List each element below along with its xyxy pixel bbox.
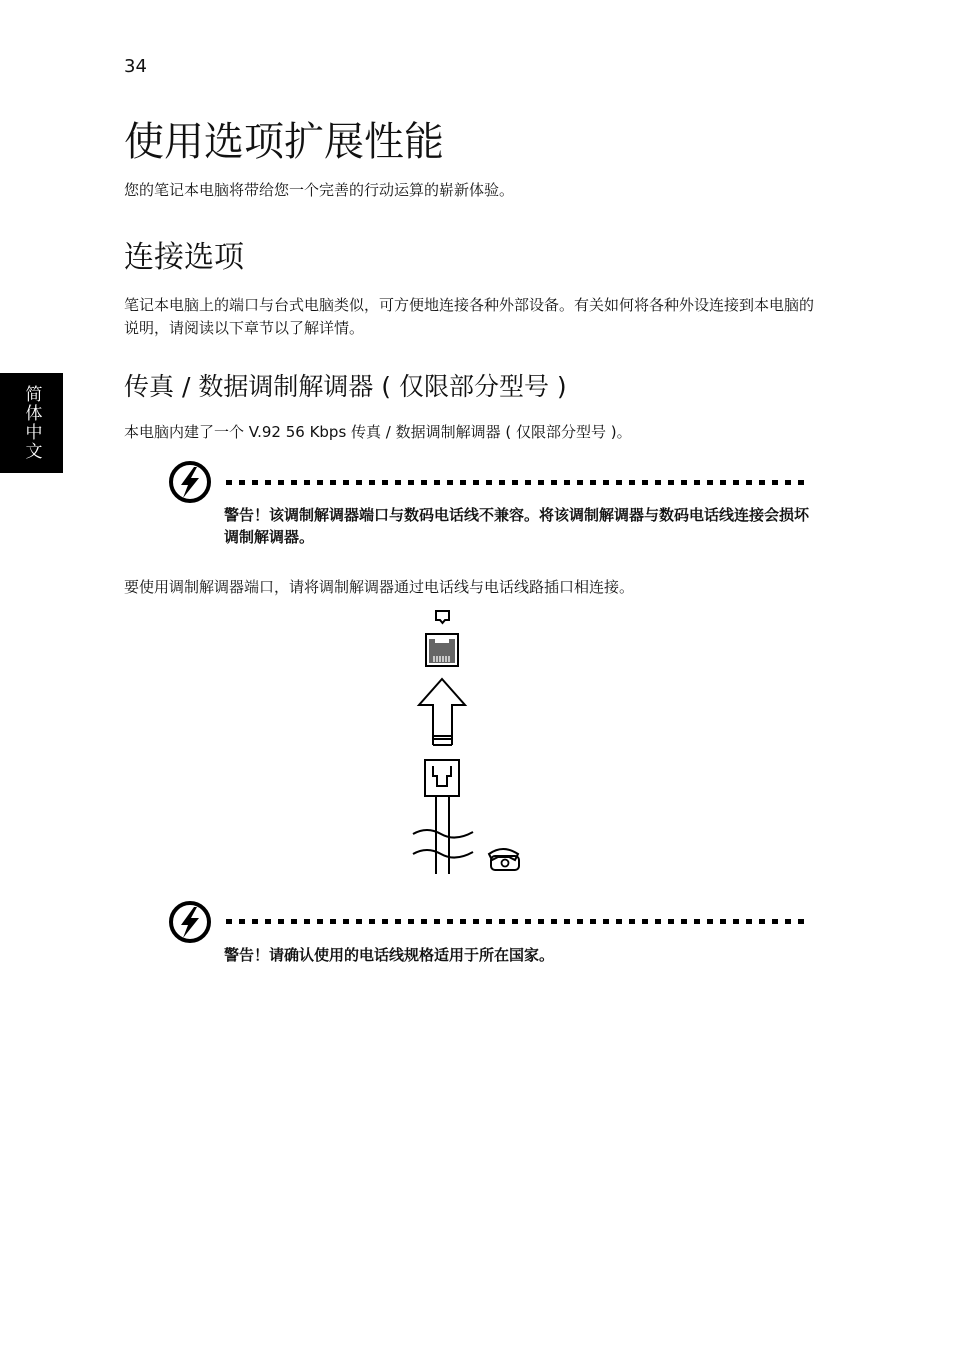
warning-divider <box>226 919 810 924</box>
section-title: 连接选项 <box>124 240 244 275</box>
modem-port-icon <box>436 611 449 623</box>
lightning-warning-icon <box>168 900 212 944</box>
page-title: 使用选项扩展性能 <box>124 119 444 165</box>
up-arrow-icon <box>419 679 465 745</box>
phone-cable <box>413 796 473 874</box>
phone-jack-icon <box>426 634 458 666</box>
modem-connection-diagram <box>405 606 530 878</box>
section-body: 笔记本电脑上的端口与台式电脑类似，可方便地连接各种外部设备。有关如何将各种外设连接到本电脑的说明，请阅读以下章节以了解详情。 <box>124 296 815 337</box>
lightning-warning-icon <box>168 460 212 504</box>
language-tab <box>0 373 63 473</box>
intro-text: 您的笔记本电脑将带给您一个完善的行动运算的崭新体验。 <box>124 181 515 199</box>
subsection-title: 传真 / 数据调制解调器 ( 仅限部分型号 ) <box>124 372 567 401</box>
warning-text: 警告！请确认使用的电话线规格适用于所在国家。 <box>224 946 555 964</box>
telephone-icon <box>489 849 519 870</box>
warning-divider <box>226 480 810 485</box>
language-tab-label: 简体中文 <box>21 385 42 461</box>
phone-plug-icon <box>425 760 459 796</box>
page-number: 34 <box>124 56 147 77</box>
instruction-text: 要使用调制解调器端口，请将调制解调器通过电话线与电话线路插口相连接。 <box>124 578 635 596</box>
subsection-body: 本电脑内建了一个 V.92 56 Kbps 传真 / 数据调制解调器 ( 仅限部分型号 )。 <box>124 423 632 441</box>
warning-text: 警告！该调制解调器端口与数码电话线不兼容。将该调制解调器与数码电话线连接会损坏调制解调器。 <box>224 506 810 546</box>
